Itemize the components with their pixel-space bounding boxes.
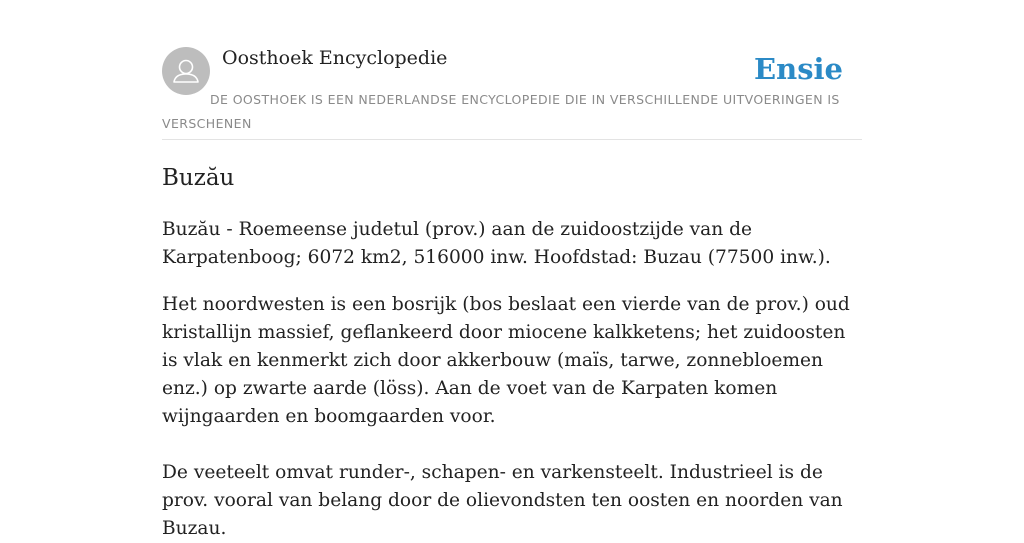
- brand-logo[interactable]: Ensie: [754, 52, 843, 86]
- article-paragraph: Het noordwesten is een bosrijk (bos beslaat een vierde van de prov.) oud kristallijn massief, geflankeerd door miocene kalkketens; het zuidoosten is vlak en kenmerkt zich door akkerbouw (maïs, tarwe, zonnebloemen enz.) op zwarte aarde (löss). Aan de voet van de Karpaten komen wijngaarden en boomgaarden voor.: [162, 294, 850, 427]
- article-paragraph: De veeteelt omvat runder-, schapen- en varkensteelt. Industrieel is de prov. vooral van belang door de olievondsten ten oosten en noorden van Buzau.: [162, 462, 843, 539]
- page-title: Buzău: [162, 165, 235, 191]
- article-body: [162, 216, 862, 543]
- header-divider: [162, 139, 862, 140]
- article-paragraph: Buzău - Roemeense judetul (prov.) aan de zuidoostzijde van de Karpatenboog; 6072 km2, 516000 inw. Hoofdstad: Buzau (77500 inw.).: [162, 219, 831, 268]
- site-tagline: DE OOSTHOEK IS EEN NEDERLANDSE ENCYCLOPEDIE DIE IN VERSCHILLENDE UITVOERINGEN IS VERSCHENEN: [162, 92, 840, 131]
- site-name[interactable]: Oosthoek Encyclopedie: [222, 47, 448, 69]
